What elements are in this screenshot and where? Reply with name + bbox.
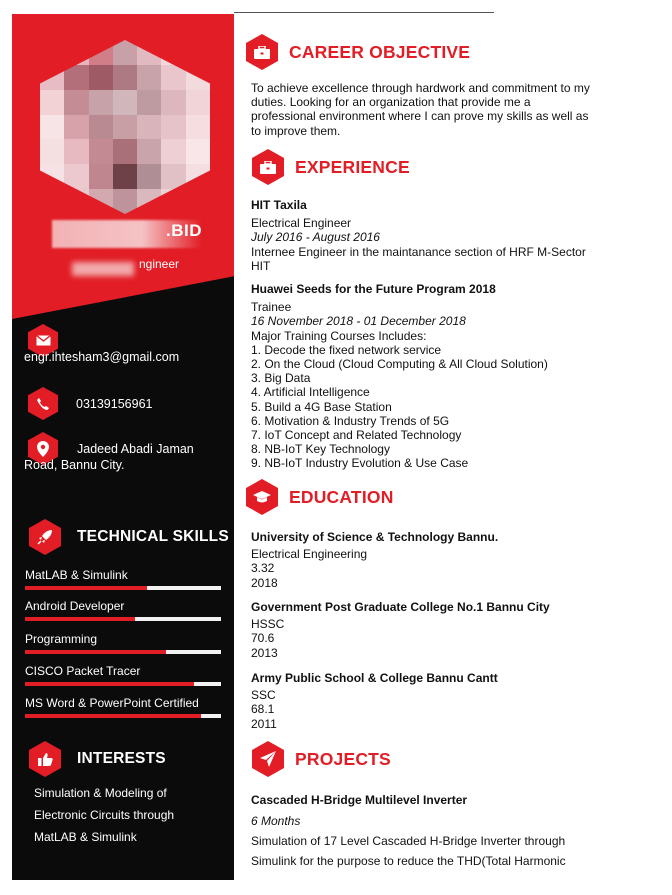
job-title: Electrical Engineer [251,216,352,231]
education-header [246,479,394,515]
year: 2013 [251,645,278,660]
career-line: duties. Looking for an organization that provide me a [251,95,531,110]
school-name: Government Post Graduate College No.1 Bannu City [251,600,550,614]
email-text: engr.ihtesham3@gmail.com [24,350,180,364]
job-title: Trainee [251,300,292,315]
score: 3.32 [251,561,275,576]
list-item: 6. Motivation & Industry Trends of 5G [251,413,450,428]
year: 2018 [251,575,278,590]
skill-item [25,696,221,710]
job-org: HIT Taxila [251,198,307,212]
skill-item [25,568,221,582]
education-title: EDUCATION [289,486,394,507]
list-item: 7. IoT Concept and Related Technology [251,428,462,443]
skill-bar [25,586,221,590]
candidate-name: .BID [166,221,202,240]
education-entry [251,671,661,731]
skill-bar [25,682,221,686]
address-line-1: Jadeed Abadi Jaman [77,442,194,456]
career-objective-title: CAREER OBJECTIVE [289,41,471,62]
job-desc: Internee Engineer in the maintanance section of HRF M-Sector [251,244,586,259]
list-item: 8. NB-IoT Key Technology [251,442,390,457]
skill-bar-fill [25,586,147,590]
project-entry [251,790,661,871]
year: 2011 [251,716,277,731]
skill-bar [25,650,221,654]
project-duration: 6 Months [251,814,301,828]
interests-text [34,782,214,848]
skill-label: CISCO Packet Tracer [25,664,141,678]
list-item: 4. Artificial Intelligence [251,385,370,400]
project-desc: Simulink for the purpose to reduce the THD(Total Harmonic [251,854,566,868]
list-item: 2. On the Cloud (Cloud Computing & All Cloud Solution) [251,357,548,372]
skill-bar-fill [25,714,201,718]
experience-title: EXPERIENCE [295,156,410,177]
rocket-icon [29,519,61,555]
thumbs-up-icon [29,741,61,777]
interests-heading: INTERESTS [77,750,166,767]
career-line: professional environment where I can prove my skills as well as [251,109,589,124]
experience-header [252,149,410,185]
project-desc: Simulation of 17 Level Cascaded H-Bridge Inverter through [251,834,566,848]
education-entry [251,530,661,590]
degree: Electrical Engineering [251,547,368,562]
interest-line: Electronic Circuits through [34,808,175,822]
school-name: University of Science & Technology Bannu. [251,530,499,544]
skill-label: Android Developer [25,599,125,613]
job-org: Huawei Seeds for the Future Program 2018 [251,282,496,296]
sidebar [12,14,234,880]
list-item: 5. Build a 4G Base Station [251,399,392,414]
skill-bar [25,714,221,718]
paper-plane-icon [252,741,284,777]
interest-line: Simulation & Modeling of [34,786,167,800]
projects-header [252,741,391,777]
skill-bar [25,617,221,621]
top-rule [234,12,494,13]
degree: SSC [251,688,276,703]
school-name: Army Public School & College Bannu Cantt [251,671,498,685]
list-item: 1. Decode the fixed network service [251,342,442,357]
experience-job-2 [251,282,661,471]
education-entry [251,600,661,660]
skill-bar-fill [25,617,135,621]
score: 70.6 [251,631,275,646]
courses-intro: Major Training Courses Includes: [251,328,427,343]
phone-icon [28,387,58,420]
job-dates: 16 November 2018 - 01 December 2018 [251,314,466,329]
project-title: Cascaded H-Bridge Multilevel Inverter [251,793,468,807]
graduation-cap-icon [246,479,278,515]
job-dates: July 2016 - August 2016 [251,230,380,245]
briefcase-icon [246,34,278,70]
address-line-2: Road, Bannu City. [24,458,125,472]
list-item: 3. Big Data [251,371,311,386]
interest-line: MatLAB & Simulink [34,830,137,844]
experience-job-1 [251,198,661,273]
skill-item [25,664,221,678]
list-item: 9. NB-IoT Industry Evolution & Use Case [251,456,469,471]
skill-item [25,632,221,646]
skill-label: MatLAB & Simulink [25,568,128,582]
skill-bar-fill [25,682,194,686]
skill-label: Programming [25,632,98,646]
phone-text: 03139156961 [76,397,153,411]
courses-list [251,343,661,471]
degree: HSSC [251,617,285,632]
skill-label: MS Word & PowerPoint Certified [25,696,199,710]
career-line: To achieve excellence through hardwork and commitment to my [251,81,590,95]
career-line: to improve them. [251,123,341,138]
skill-bar-fill [25,650,166,654]
job-desc: HIT [251,258,271,273]
score: 68.1 [251,702,275,717]
candidate-role: ngineer [138,257,179,271]
briefcase-icon [252,149,284,185]
projects-title: PROJECTS [295,748,391,769]
technical-skills-heading: TECHNICAL SKILLS [77,528,229,545]
skill-item [25,599,221,613]
career-objective-header [246,34,470,70]
career-objective-text [251,81,661,138]
